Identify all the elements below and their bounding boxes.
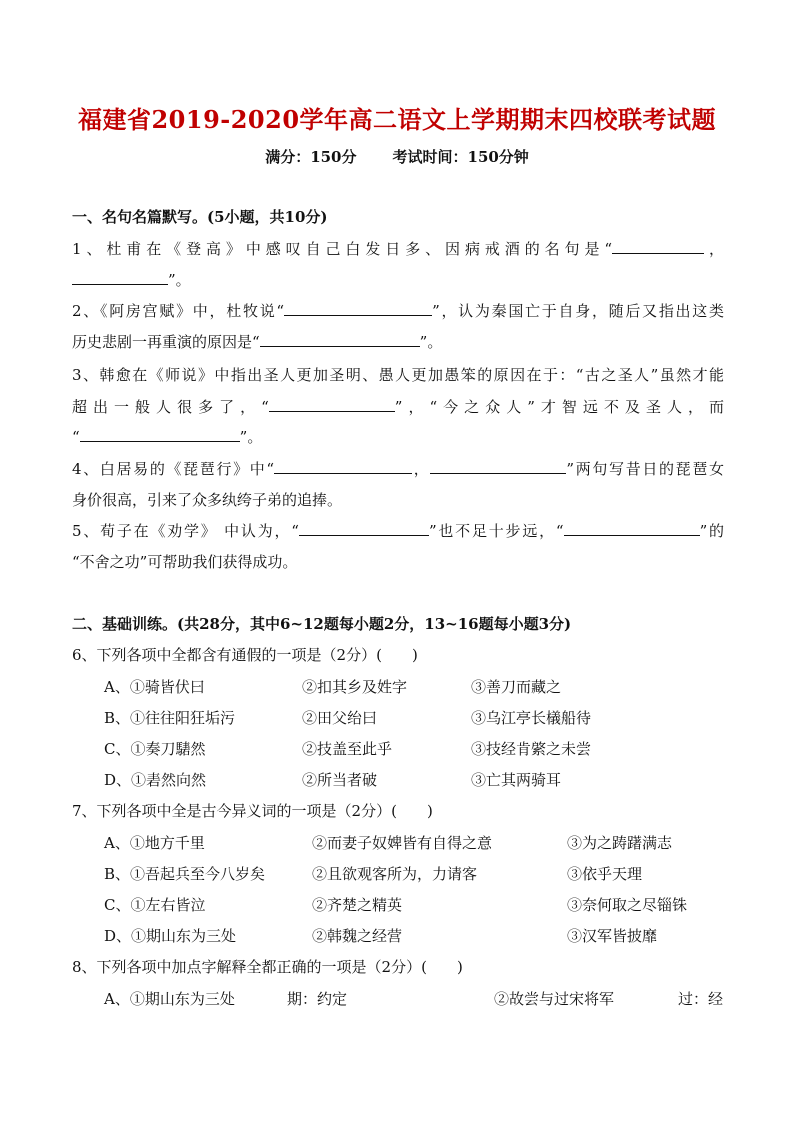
q6-option-b-1[interactable]: B、①往往阳狂垢污 xyxy=(104,709,236,727)
answer-blank[interactable] xyxy=(260,333,420,347)
q6-option-a-2[interactable]: ②扣其乡及姓字 xyxy=(302,678,408,696)
question-6-stem: 6、下列各项中全都含有通假的一项是（2分）( ) xyxy=(72,646,418,664)
question-3-line-1: 3、韩愈在《师说》中指出圣人更加圣明、愚人更加愚笨的原因在于：“古之圣人”虽然才能 xyxy=(72,366,724,384)
q7-option-d-3[interactable]: ③汉军皆披靡 xyxy=(567,927,658,945)
answer-blank[interactable] xyxy=(269,398,395,412)
question-7-stem: 7、下列各项中全是古今异义词的一项是（2分）( ) xyxy=(72,802,433,820)
answer-blank[interactable] xyxy=(284,302,432,316)
question-4-line-2: 身价很高，引来了众多纨绔子弟的追捧。 xyxy=(72,491,343,509)
q8-option-a-2-gloss: 过：经 xyxy=(678,990,724,1008)
q8-option-a-1[interactable]: A、①期山东为三处 xyxy=(104,990,235,1008)
full-score: 满分：150分 xyxy=(265,148,357,166)
question-3-line-2: 超出一般人很多了，“ ”，“今之众人”才智远不及圣人，而 xyxy=(72,398,725,416)
answer-blank[interactable] xyxy=(299,522,429,536)
question-2-line-2: 历史悲剧一再重演的原因是“ ”。 xyxy=(72,333,443,351)
answer-blank[interactable] xyxy=(430,460,566,474)
q8-option-a-2[interactable]: ②故尝与过宋将军 xyxy=(494,990,615,1008)
question-8-stem: 8、下列各项中加点字解释全都正确的一项是（2分）( ) xyxy=(72,958,463,976)
question-2-line-1: 2、《阿房宫赋》中，杜牧说“ ”，认为秦国亡于自身，随后又指出这类 xyxy=(72,302,724,320)
question-1-text: 1、杜甫在《登高》中感叹自己白发日多、因病戒酒的名句是“ xyxy=(72,240,613,258)
q8-option-a-1-gloss: 期：约定 xyxy=(287,990,348,1008)
document-title: 福建省2019-2020学年高二语文上学期期末四校联考试题 xyxy=(77,105,717,134)
q6-option-d-1[interactable]: D、①砉然向然 xyxy=(104,771,207,789)
question-4-line-1: 4、白居易的《琵琶行》中“ ， ”两句写昔日的琵琶女 xyxy=(72,460,724,478)
q7-option-c-1[interactable]: C、①左右皆泣 xyxy=(104,896,206,914)
q6-option-b-3[interactable]: ③乌江亭长檥船待 xyxy=(471,709,592,727)
answer-blank[interactable] xyxy=(72,271,168,285)
q7-option-b-2[interactable]: ②且欲观客所为，力请客 xyxy=(312,865,478,883)
question-1-line-2: ”。 xyxy=(72,269,724,290)
answer-blank[interactable] xyxy=(274,460,412,474)
q6-option-b-2[interactable]: ②田父绐曰 xyxy=(302,709,378,727)
q7-option-b-1[interactable]: B、①吾起兵至今八岁矣 xyxy=(104,865,266,883)
question-2-text: 2、《阿房宫赋》中，杜牧说“ xyxy=(72,302,285,320)
question-5-line-1: 5、荀子在《劝学》 中认为，“ ”也不足十步远，“ ”的 xyxy=(72,522,725,540)
answer-blank[interactable] xyxy=(564,522,700,536)
q6-option-d-3[interactable]: ③亡其两骑耳 xyxy=(471,771,562,789)
q6-option-c-2[interactable]: ②技盖至此乎 xyxy=(302,740,393,758)
section-1-heading: 一、名句名篇默写。(5小题，共10分) xyxy=(72,208,328,226)
q6-option-d-2[interactable]: ②所当者破 xyxy=(302,771,378,789)
q6-option-c-1[interactable]: C、①奏刀騞然 xyxy=(104,740,206,758)
q6-option-c-3[interactable]: ③技经肯綮之未尝 xyxy=(471,740,592,758)
q7-option-a-1[interactable]: A、①地方千里 xyxy=(104,834,205,852)
question-5-line-2: “不舍之功”可帮助我们获得成功。 xyxy=(72,553,298,571)
exam-info xyxy=(0,146,794,167)
q7-option-c-3[interactable]: ③奈何取之尽锱铢 xyxy=(567,896,688,914)
question-1-line-1: 1、杜甫在《登高》中感叹自己白发日多、因病戒酒的名句是“ ， xyxy=(72,240,724,258)
answer-blank[interactable] xyxy=(612,240,704,254)
q7-option-a-2[interactable]: ②而妻子奴婢皆有自得之意 xyxy=(312,834,493,852)
q7-option-d-1[interactable]: D、①期山东为三处 xyxy=(104,927,237,945)
q7-option-b-3[interactable]: ③依乎天理 xyxy=(567,865,643,883)
q7-option-d-2[interactable]: ②韩魏之经营 xyxy=(312,927,403,945)
q7-option-c-2[interactable]: ②齐楚之精英 xyxy=(312,896,403,914)
section-2-heading: 二、基础训练。(共28分，其中6~12题每小题2分，13~16题每小题3分) xyxy=(72,615,572,633)
question-3-line-3: “ ”。 xyxy=(72,428,263,446)
q7-option-a-3[interactable]: ③为之踌躇满志 xyxy=(567,834,673,852)
answer-blank[interactable] xyxy=(80,428,240,442)
q6-option-a-3[interactable]: ③善刀而藏之 xyxy=(471,678,562,696)
exam-time: 考试时间：150分钟 xyxy=(392,148,529,166)
q6-option-a-1[interactable]: A、①骑皆伏曰 xyxy=(104,678,205,696)
